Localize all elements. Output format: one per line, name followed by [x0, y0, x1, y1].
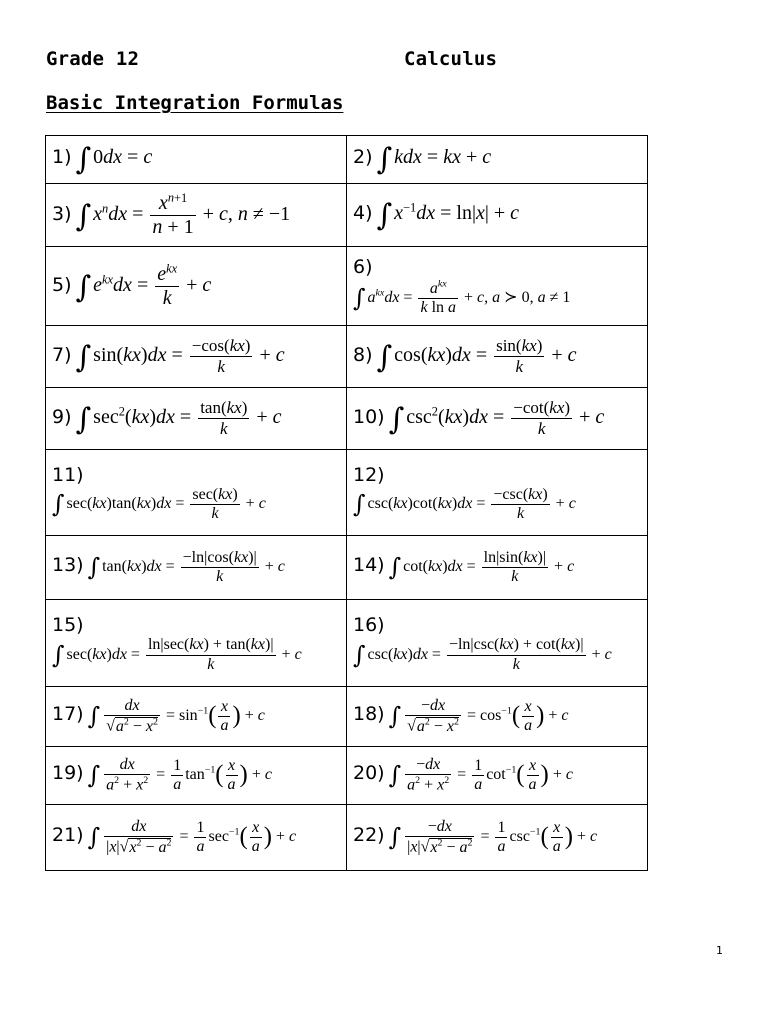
formula-label: 17) [52, 703, 84, 726]
formula: ∫ $\frac{dx}{√a^2 - x^2}$ = $\sin^{-1}$( $\frac{x}{a}$ ) + c [87, 696, 265, 735]
table-row [46, 388, 648, 450]
formula-label: 10) [353, 406, 385, 429]
formula-cell [347, 184, 648, 247]
page-number: 1 [716, 944, 723, 957]
formula-label: 2) [353, 146, 373, 168]
formula: ∫ kdx = kx + c [376, 142, 492, 177]
formula-label: 22) [353, 824, 385, 847]
formula-label: 7) [52, 344, 72, 367]
formula-cell [46, 600, 347, 687]
formula-cell [46, 805, 347, 871]
formula-label: 3) [52, 202, 72, 225]
formula-label: 21) [52, 824, 84, 847]
formula: ∫ $\frac{dx}{|x|√x^2 - a^2}$ = $\frac{1}{a}$ $\sec^{-1}$( $\frac{x}{a}$ ) + c [87, 817, 297, 856]
formula-cell [347, 136, 648, 184]
table-row [46, 805, 648, 871]
formula: ∫ $x^ndx$ = $\frac{x^{n+1}}{n + 1}$ + c, n ≠ −1 [75, 190, 291, 239]
formula: ∫ $\csc^2(kx)dx$ = $\frac{-\cot(kx)}{k}$ + c [388, 398, 605, 438]
formula-label: 5) [52, 273, 72, 296]
formula: ∫ cos(kx)dx = $\frac{\sin(kx)}{k}$ + c [376, 336, 577, 376]
formula-cell [347, 600, 648, 687]
formula-label: 4) [353, 201, 373, 224]
formula-cell [46, 747, 347, 805]
formula-label: 1) [52, 146, 72, 168]
formula-cell [347, 247, 648, 326]
page-title: Basic Integration Formulas [46, 92, 344, 114]
table-row [46, 450, 648, 536]
formula-label: 13) [52, 554, 84, 577]
formula-label: 20) [353, 762, 385, 785]
table-row [46, 184, 648, 247]
formula-label: 8) [353, 344, 373, 367]
formula-label: 12) [353, 463, 385, 486]
formula-cell [347, 326, 648, 388]
formula: ∫ $e^{kx}dx$ = $\frac{e^{kx}}{k}$ + c [75, 261, 212, 310]
formula-cell [46, 536, 347, 600]
formula: ∫ tan(kx)dx = $\frac{-\ln|\cos(kx)|}{k}$ + c [87, 548, 285, 585]
subject-heading: Calculus [404, 48, 498, 70]
formula: ∫ 0dx = c [75, 142, 153, 177]
formula-label: 11) [52, 463, 84, 486]
formula: ∫ $\frac{-dx}{a^2 + x^2}$ = $\frac{1}{a}$ $\cot^{-1}$( $\frac{x}{a}$ ) + c [388, 755, 573, 794]
table-row [46, 747, 648, 805]
formula-cell [347, 687, 648, 747]
formula-label: 18) [353, 703, 385, 726]
formula-cell [46, 388, 347, 450]
grade-heading: Grade 12 [46, 48, 140, 70]
formula-cell [46, 326, 347, 388]
table-row [46, 600, 648, 687]
formula: ∫ sin(kx)dx = $\frac{-\cos(kx)}{k}$ + c [75, 336, 285, 376]
formula-cell [347, 450, 648, 536]
formula-cell [46, 136, 347, 184]
formula-cell [347, 388, 648, 450]
formula: ∫ cot(kx)dx = $\frac{\ln|\sin(kx)|}{k}$ + c [388, 548, 575, 585]
table-row [46, 687, 648, 747]
formula-cell [347, 536, 648, 600]
formula-label: 9) [52, 406, 72, 429]
formula: ∫ $\frac{dx}{a^2 + x^2}$ = $\frac{1}{a}$ $\tan^{-1}$( $\frac{x}{a}$ ) + c [87, 755, 272, 794]
formula-cell [347, 805, 648, 871]
formula-label: 14) [353, 554, 385, 577]
formula: ∫ csc(kx)cot(kx)dx = $\frac{-\csc(kx)}{k}$ + c [353, 485, 576, 522]
formula: ∫ $\frac{-dx}{|x|√x^2 - a^2}$ = $\frac{1}{a}$ $\csc^{-1}$( $\frac{x}{a}$ ) + c [388, 817, 598, 856]
table-row [46, 136, 648, 184]
formula-cell [46, 687, 347, 747]
table-row [46, 536, 648, 600]
formula: ∫ $\sec^2(kx)dx$ = $\frac{\tan(kx)}{k}$ + c [75, 398, 282, 438]
table-row [46, 247, 648, 326]
formula: ∫ sec(kx)dx = $\frac{\ln|\sec(kx) + \tan(kx)|}{k}$ + c [52, 636, 302, 673]
formula: ∫ $x^{-1}dx = \ln|x| + c$ [376, 197, 520, 233]
formula-cell [46, 247, 347, 326]
formula-cell [46, 184, 347, 247]
formula: ∫ csc(kx)dx = $\frac{-\ln|\csc(kx) + \cot(kx)|}{k}$ + c [353, 636, 612, 673]
formula-cell [46, 450, 347, 536]
formula-label: 15) [52, 614, 84, 637]
formula: ∫ $a^{kx}dx$ = $\frac{a^{kx}}{\text{k ln a}}$ + c, a ≻ 0, a ≠ 1 [353, 278, 571, 317]
formula-label: 6) [353, 256, 373, 279]
formula-table [45, 135, 648, 871]
formula: ∫ $\frac{-dx}{√a^2 - x^2}$ = $\cos^{-1}$( $\frac{x}{a}$ ) + c [388, 696, 569, 735]
formula-label: 16) [353, 614, 385, 637]
formula-cell [347, 747, 648, 805]
formula-label: 19) [52, 762, 84, 785]
formula: ∫ sec(kx)tan(kx)dx = $\frac{\sec(kx)}{k}$ + c [52, 485, 266, 522]
table-row [46, 326, 648, 388]
